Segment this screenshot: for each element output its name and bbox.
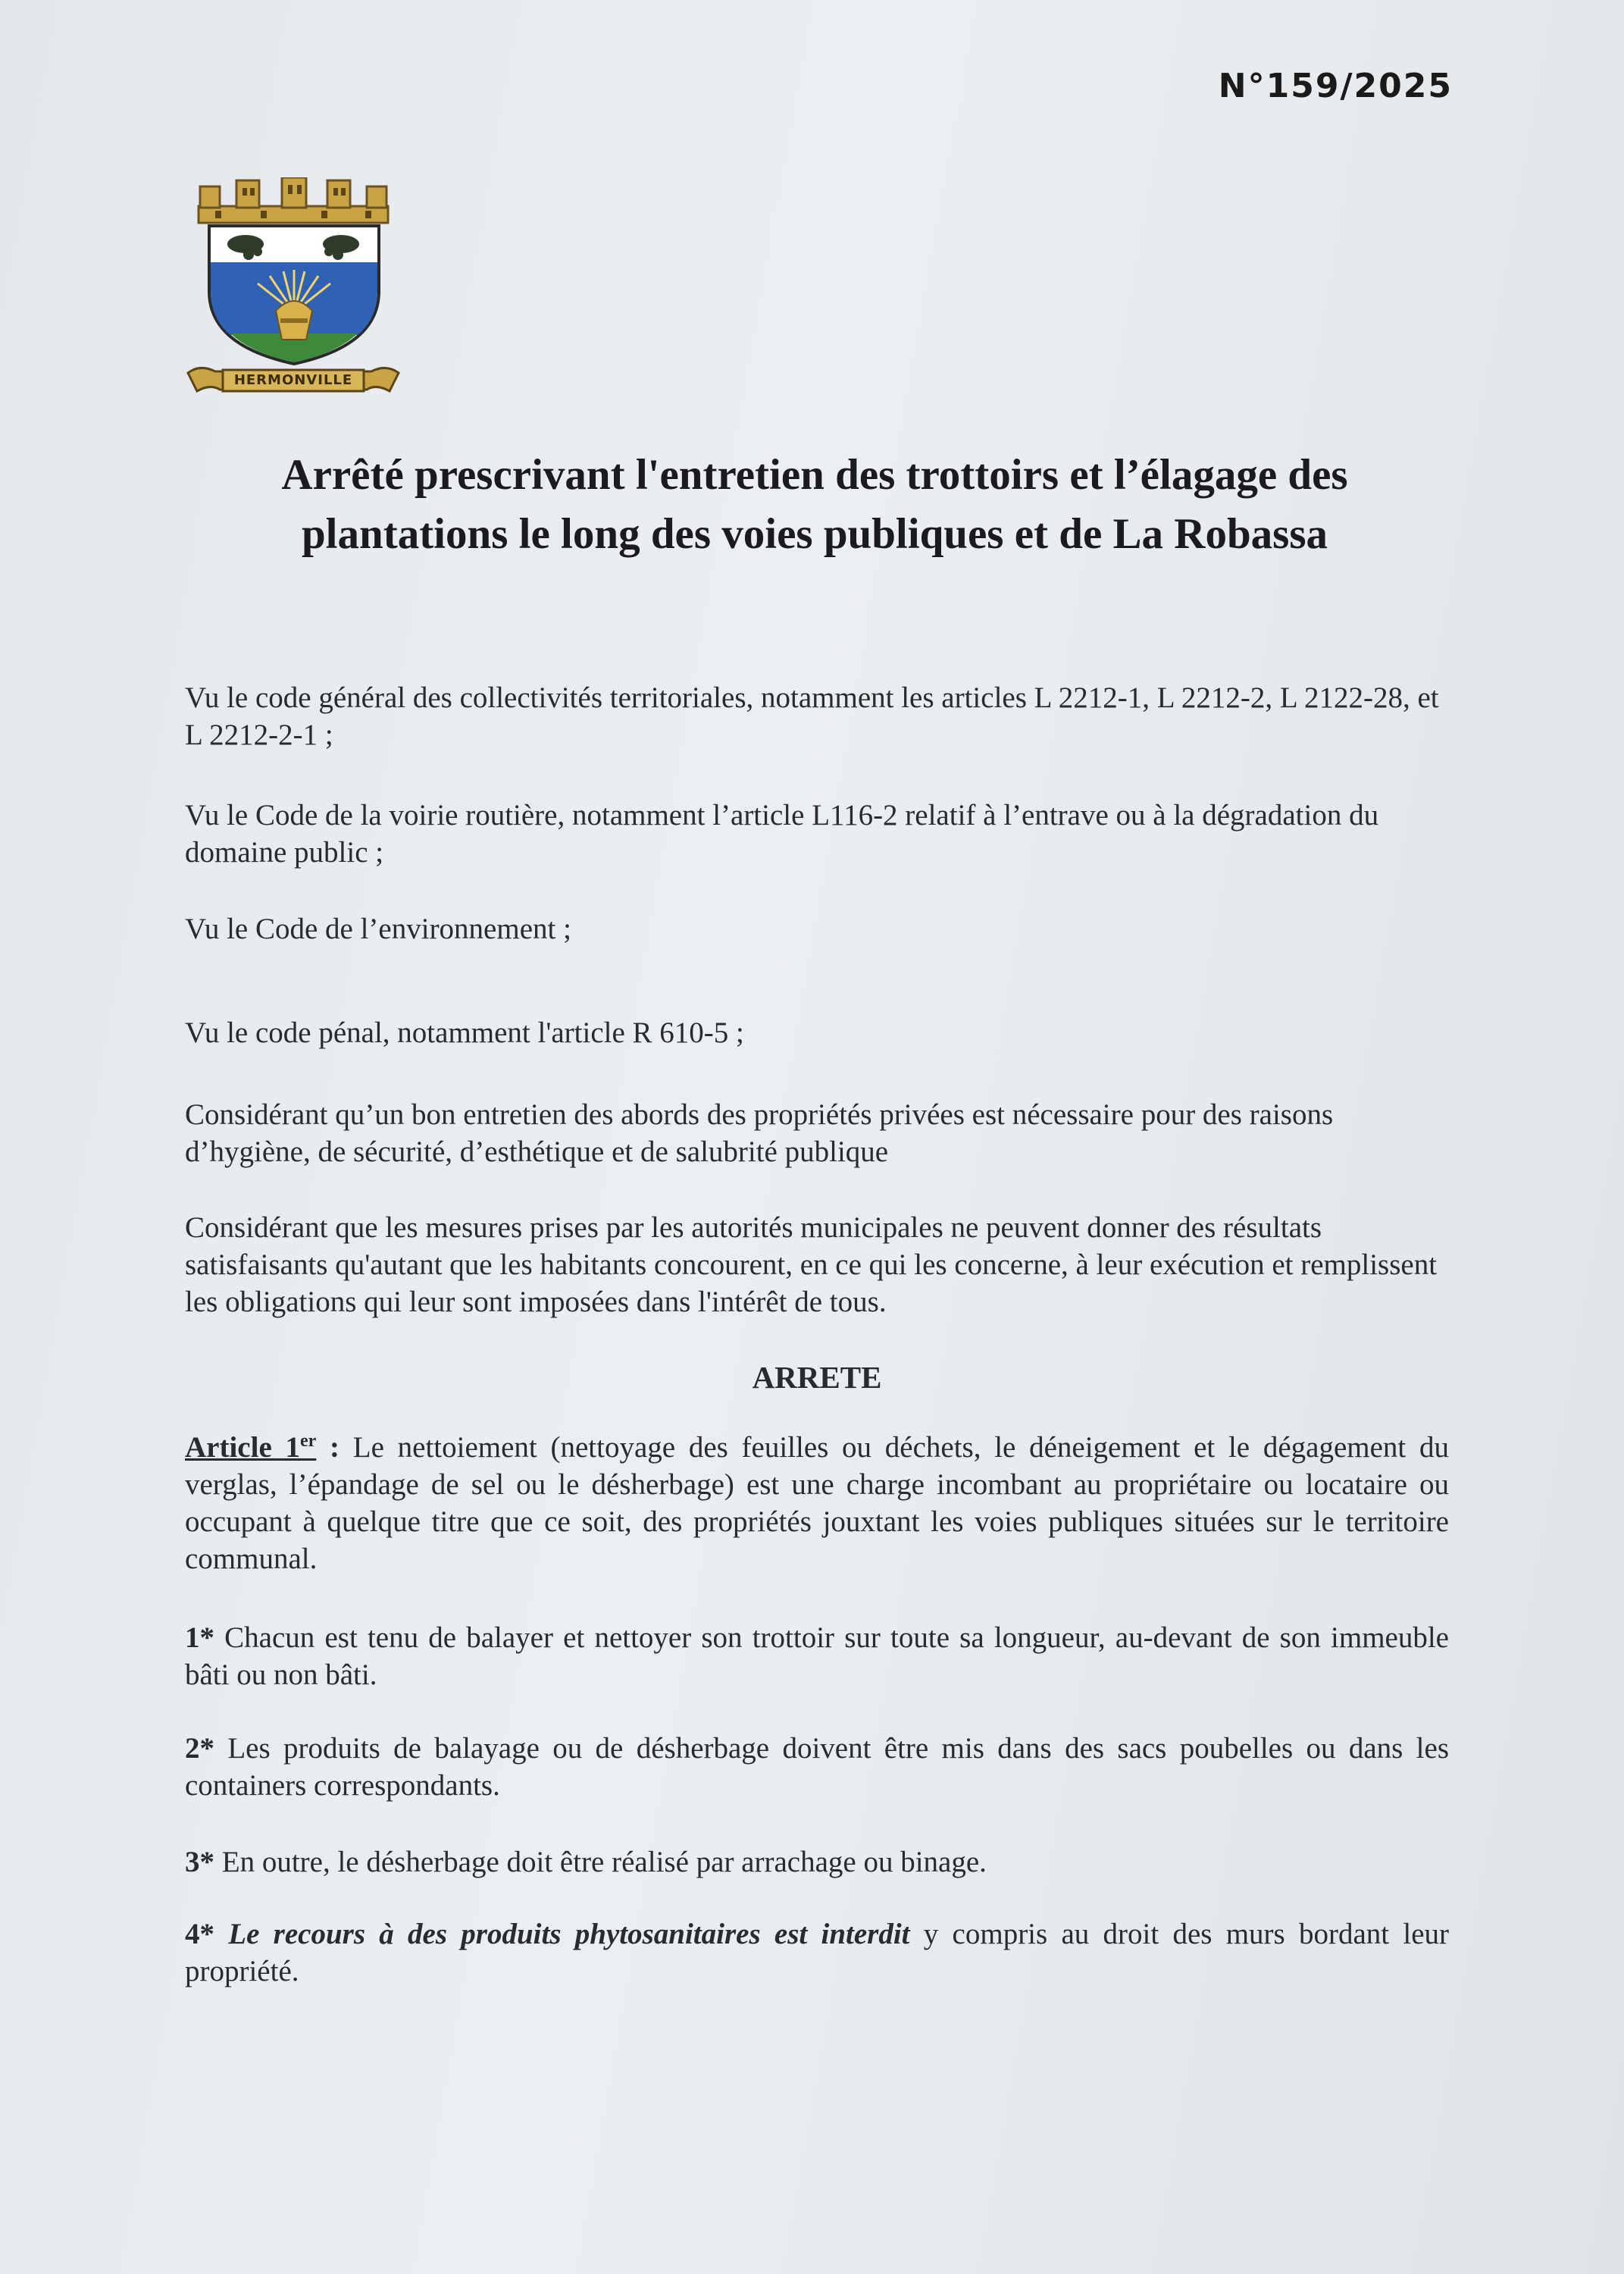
title-line-1: Arrêté prescrivant l'entretien des trottoirs et l’élagage des bbox=[281, 451, 1348, 499]
document-title bbox=[136, 446, 1493, 564]
municipal-crest-icon bbox=[185, 177, 402, 402]
vu-paragraph-2: Vu le Code de la voirie routière, notamment l’article L116-2 relatif à l’entrave ou à la dégradation du domaine public ; bbox=[185, 799, 1379, 869]
vu-paragraph-3: Vu le Code de l’environnement ; bbox=[185, 913, 571, 945]
vu-paragraph-1: Vu le code général des collectivités territoriales, notamment les articles L 2212-1, L 2212-2, L 2122-28, et L 2212-2-1 ; bbox=[185, 681, 1439, 751]
decree-number: N°159/2025 bbox=[1218, 67, 1453, 105]
considerant-paragraph-1: Considérant qu’un bon entretien des abords des propriétés privées est nécessaire pour des raisons d’hygiène, de sécurité, d’esthétique et de salubrité publique bbox=[185, 1098, 1334, 1168]
title-line-2: plantations le long des voies publiques et de La Robassa bbox=[301, 510, 1328, 558]
arrete-heading: ARRETE bbox=[752, 1360, 882, 1395]
vu-paragraph-4: Vu le code pénal, notamment l'article R 610-5 ; bbox=[185, 1016, 744, 1049]
article-item-1: 1* Chacun est tenu de balayer et nettoyer son trottoir sur toute sa longueur, au-devant de son immeuble bâti ou non bâti. bbox=[185, 1621, 1449, 1691]
article-item-2: 2* Les produits de balayage ou de désherbage doivent être mis dans des sacs poubelles ou dans les containers correspondants. bbox=[185, 1732, 1449, 1802]
article-1-text: Le nettoiement (nettoyage des feuilles ou déchets, le déneigement et le dégagement du verglas, l’épandage de sel ou le désherbage) est une charge incombant au propriétaire ou locataire ou occupant à quelque titre que ce soit, des propriétés jouxtant les voies publiques situées sur le territoire communal. bbox=[185, 1431, 1449, 1575]
crest-banner-text: HERMONVILLE bbox=[233, 372, 353, 388]
article-item-3: 3* En outre, le désherbage doit être réalisé par arrachage ou binage. bbox=[185, 1846, 987, 1878]
article-item-4: 4* Le recours à des produits phytosanitaires est interdit y compris au droit des murs bordant leur propriété. bbox=[185, 1918, 1449, 1987]
considerant-paragraph-2: Considérant que les mesures prises par les autorités municipales ne peuvent donner des résultats satisfaisants qu'autant que les habitants concourent, en ce qui les concerne, à leur exécution et remplissent les obligations qui leur sont imposées dans l'intérêt de tous. bbox=[185, 1211, 1438, 1318]
article-1-label: Article 1er bbox=[185, 1431, 317, 1464]
article-1: Article 1er : Le nettoiement (nettoyage des feuilles ou déchets, le déneigement et le dégagement du verglas, l’épandage de sel ou le désherbage) est une charge incombant au propriétaire ou locataire ou occupant à quelque titre que ce soit, des propriétés jouxtant les voies publiques situées sur le territoire communal. bbox=[185, 1431, 1449, 1575]
